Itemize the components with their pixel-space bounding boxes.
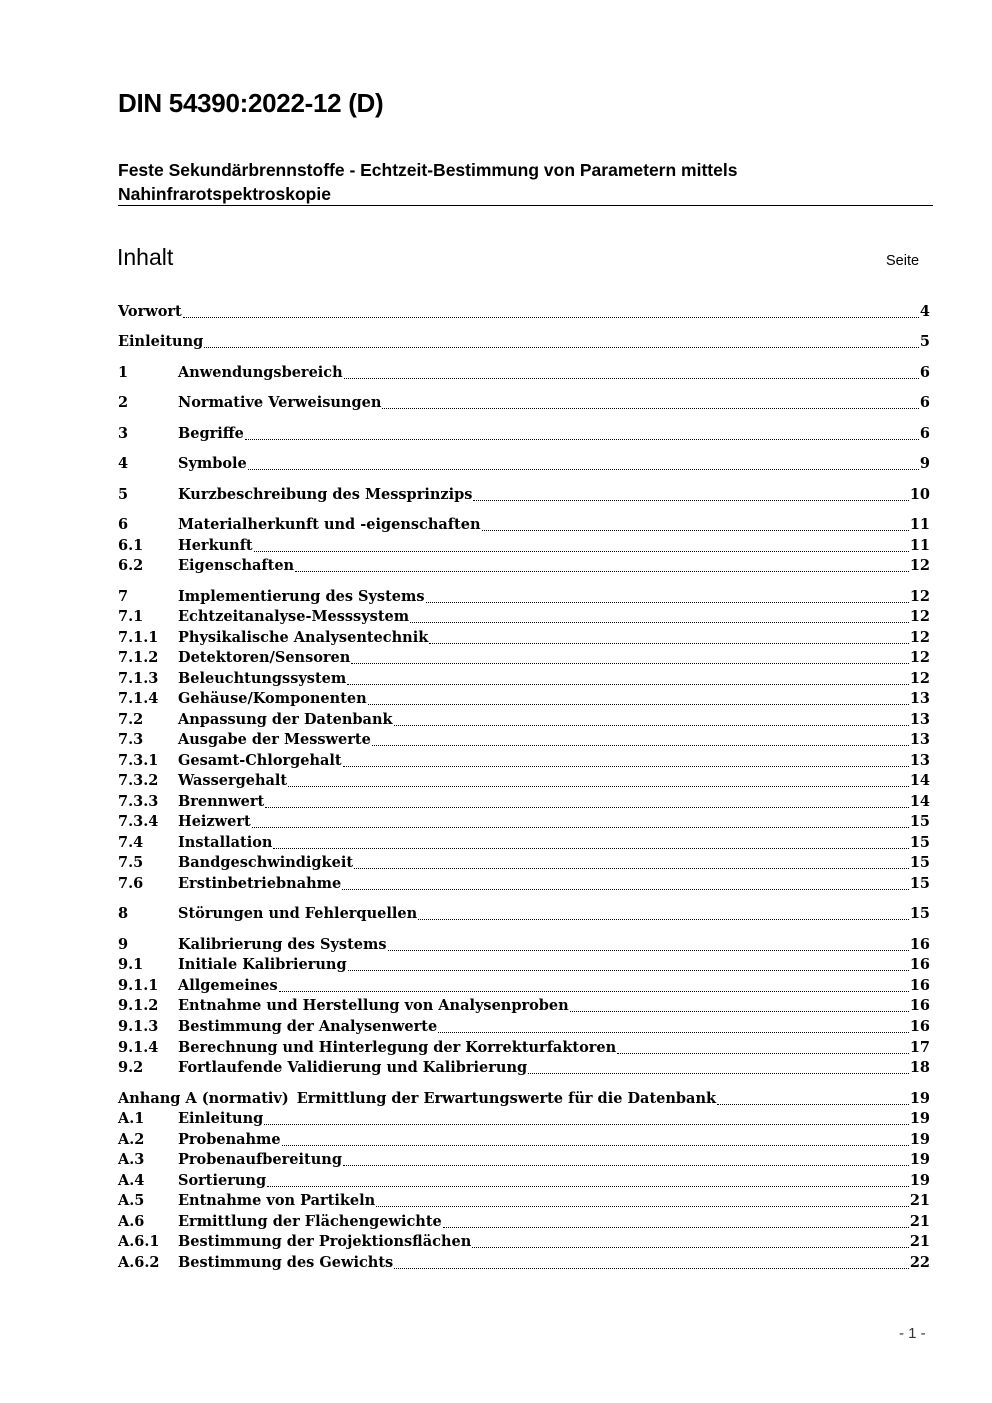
toc-dot-leader [343, 1161, 909, 1166]
toc-entry-page: 15 [909, 834, 930, 851]
toc-entry-title: Kalibrierung des Systems [178, 936, 387, 953]
toc-entry-number: 7 [118, 588, 129, 605]
toc-entry-page: 15 [909, 875, 930, 892]
toc-entry-title: Herkunft [178, 537, 253, 554]
toc-entry[interactable] [118, 875, 930, 895]
toc-entry[interactable] [118, 1059, 930, 1079]
toc-dot-leader [265, 803, 909, 808]
toc-dot-leader [418, 915, 909, 920]
toc-entry-title: Symbole [178, 455, 247, 472]
toc-entry[interactable] [118, 425, 930, 445]
toc-dot-leader [376, 1202, 909, 1207]
toc-entry[interactable] [118, 333, 930, 353]
toc-dot-leader [368, 700, 909, 705]
toc-dot-leader [426, 598, 909, 603]
toc-entry-page: 13 [909, 711, 930, 728]
toc-entry-title: Initiale Kalibrierung [178, 956, 347, 973]
toc-entry[interactable] [118, 649, 930, 669]
toc-entry[interactable] [118, 690, 930, 710]
toc-entry-page: 16 [909, 956, 930, 973]
document-title-line-2: Nahinfrarotspektroskopie [118, 184, 331, 204]
toc-entry-number: 8 [118, 905, 129, 922]
toc-entry-number: A.2 [118, 1131, 145, 1148]
toc-entry-title: Erstinbetriebnahme [178, 875, 342, 892]
toc-entry-number: 7.4 [118, 834, 144, 851]
toc-entry[interactable] [118, 364, 930, 384]
toc-entry-number: 7.6 [118, 875, 144, 892]
toc-dot-leader [348, 966, 909, 971]
toc-entry-title: Materialherkunft und -eigenschaften [178, 516, 481, 533]
toc-entry-page: 12 [909, 629, 930, 646]
toc-entry-number: 6.1 [118, 537, 144, 554]
toc-entry-page: 15 [909, 813, 930, 830]
toc-entry[interactable] [118, 455, 930, 475]
toc-entry[interactable] [118, 752, 930, 772]
toc-entry-title: Brennwert [178, 793, 265, 810]
toc-entry-title: Bestimmung des Gewichts [178, 1254, 394, 1271]
page-number: - 1 - [899, 1325, 926, 1342]
toc-entry-page: 19 [909, 1090, 930, 1107]
toc-entry-page: 19 [909, 1110, 930, 1127]
toc-entry[interactable] [118, 977, 930, 997]
toc-entry-number: 7.1.3 [118, 670, 159, 687]
toc-entry[interactable] [118, 670, 930, 690]
toc-entry-page: 12 [909, 670, 930, 687]
toc-dot-leader [342, 885, 909, 890]
toc-page-column-label: Seite [886, 253, 920, 269]
toc-dot-leader [410, 618, 909, 623]
toc-entry-number: 9 [118, 936, 129, 953]
toc-entry-page: 13 [909, 690, 930, 707]
toc-dot-leader [473, 496, 908, 501]
toc-entry[interactable] [118, 303, 930, 323]
toc-entry-title: Begriffe [178, 425, 244, 442]
toc-entry-page: 12 [909, 557, 930, 574]
toc-entry-page: 13 [909, 731, 930, 748]
toc-entry-number: A.4 [118, 1172, 145, 1189]
toc-dot-leader [254, 547, 909, 552]
toc-entry-number: 6 [118, 516, 129, 533]
toc-entry-title: Beleuchtungssystem [178, 670, 347, 687]
toc-entry-page: 11 [909, 516, 930, 533]
toc-entry-number: 7.3 [118, 731, 144, 748]
toc-entry-page: 14 [909, 772, 930, 789]
toc-entry-number: 9.2 [118, 1059, 144, 1076]
toc-entry-page: 12 [909, 649, 930, 666]
toc-entry-number: Einleitung [118, 333, 204, 350]
toc-entry[interactable] [118, 1233, 930, 1253]
toc-entry[interactable] [118, 1039, 930, 1059]
toc-entry-number: 7.1.2 [118, 649, 159, 666]
toc-entry[interactable] [118, 486, 930, 506]
toc-entry-page: 11 [909, 537, 930, 554]
toc-entry[interactable] [118, 772, 930, 792]
toc-entry-page: 18 [909, 1059, 930, 1076]
toc-dot-leader [443, 1223, 909, 1228]
toc-entry-title: Sortierung [178, 1172, 267, 1189]
document-id: DIN 54390:2022-12 (D) [118, 88, 384, 118]
toc-entry-number: A.6.1 [118, 1233, 160, 1250]
toc-dot-leader [472, 1243, 909, 1248]
toc-dot-leader [717, 1100, 909, 1105]
toc-entry-page: 21 [909, 1233, 930, 1250]
toc-entry-number: 7.3.3 [118, 793, 159, 810]
toc-entry-number: 9.1.4 [118, 1039, 159, 1056]
toc-dot-leader [617, 1049, 909, 1054]
toc-entry-page: 16 [909, 997, 930, 1014]
toc-entry[interactable] [118, 854, 930, 874]
toc-entry-number: 7.1.4 [118, 690, 159, 707]
toc-entry-number: 9.1 [118, 956, 144, 973]
toc-entry-title: Gehäuse/Komponenten [178, 690, 367, 707]
toc-entry-title: Eigenschaften [178, 557, 295, 574]
toc-dot-leader [372, 741, 909, 746]
toc-entry-title: Heizwert [178, 813, 251, 830]
toc-entry-number: 7.3.4 [118, 813, 159, 830]
toc-dot-leader [394, 721, 909, 726]
toc-entry-title: Wassergehalt [178, 772, 288, 789]
toc-entry[interactable] [118, 813, 930, 833]
toc-entry[interactable] [118, 588, 930, 608]
toc-entry-page: 19 [909, 1131, 930, 1148]
toc-entry-page: 16 [909, 1018, 930, 1035]
toc-entry[interactable] [118, 936, 930, 956]
toc-entry-number: 7.5 [118, 854, 144, 871]
toc-entry-title: Echtzeitanalyse-Messsystem [178, 608, 410, 625]
toc-entry[interactable] [118, 731, 930, 751]
toc-dot-leader [267, 1182, 909, 1187]
toc-entry-page: 9 [919, 455, 930, 472]
toc-entry-number: 5 [118, 486, 129, 503]
toc-dot-leader [347, 680, 909, 685]
toc-dot-leader [528, 1069, 909, 1074]
toc-entry-title: Gesamt-Chlorgehalt [178, 752, 342, 769]
toc-entry[interactable] [118, 557, 930, 577]
toc-dot-leader [252, 823, 909, 828]
toc-entry-number: 1 [118, 364, 129, 381]
toc-entry[interactable] [118, 1172, 930, 1192]
toc-entry-title: Ermittlung der Flächengewichte [178, 1213, 442, 1230]
toc-dot-leader [282, 1141, 909, 1146]
toc-entry-number: 9.1.1 [118, 977, 159, 994]
toc-dot-leader [204, 343, 919, 348]
toc-heading: Inhalt [117, 244, 174, 270]
toc-entry-number: A.1 [118, 1110, 145, 1127]
toc-entry-page: 16 [909, 977, 930, 994]
toc-entry[interactable] [118, 711, 930, 731]
toc-entry-title: Physikalische Analysentechnik [178, 629, 429, 646]
toc-entry[interactable] [118, 1213, 930, 1233]
toc-entry-title: Normative Verweisungen [178, 394, 382, 411]
toc-entry[interactable] [118, 905, 930, 925]
toc-entry-page: 12 [909, 588, 930, 605]
toc-entry-number: A.5 [118, 1192, 145, 1209]
toc-entry-page: 6 [919, 394, 930, 411]
toc-entry[interactable] [118, 1254, 930, 1274]
toc-dot-leader [394, 1264, 909, 1269]
toc-entry-title: Fortlaufende Validierung und Kalibrierung [178, 1059, 528, 1076]
toc-entry-number: A.6 [118, 1213, 145, 1230]
toc-entry-title: Entnahme von Partikeln [178, 1192, 376, 1209]
toc-entry[interactable] [118, 793, 930, 813]
toc-entry-title: Störungen und Fehlerquellen [178, 905, 418, 922]
toc-entry-title: Probenahme [178, 1131, 281, 1148]
toc-entry-title: Anwendungsbereich [178, 364, 343, 381]
toc-entry-page: 10 [909, 486, 930, 503]
toc-entry-number: 7.1 [118, 608, 144, 625]
toc-entry-title: Bestimmung der Analysenwerte [178, 1018, 438, 1035]
toc-entry-page: 4 [919, 303, 930, 320]
toc-entry-page: 14 [909, 793, 930, 810]
toc-entry-title: Kurzbeschreibung des Messprinzips [178, 486, 473, 503]
toc-entry-number: 3 [118, 425, 129, 442]
toc-entry-page: 22 [909, 1254, 930, 1271]
toc-entry-title: Anpassung der Datenbank [178, 711, 393, 728]
toc-dot-leader [429, 639, 909, 644]
toc-entry-title: Implementierung des Systems [178, 588, 425, 605]
toc-entry-title: Ermittlung der Erwartungswerte für die Datenbank [296, 1090, 717, 1107]
toc-entry[interactable] [118, 834, 930, 854]
toc-dot-leader [273, 844, 908, 849]
toc-entry-number: 6.2 [118, 557, 144, 574]
toc-entry-title: Bestimmung der Projektionsflächen [178, 1233, 472, 1250]
toc-entry[interactable] [118, 1131, 930, 1151]
toc-entry-title: Entnahme und Herstellung von Analysenproben [178, 997, 569, 1014]
document-title-line-1: Feste Sekundärbrennstoffe - Echtzeit-Bestimmung von Parametern mittels [118, 160, 738, 180]
toc-entry-title: Ausgabe der Messwerte [178, 731, 371, 748]
toc-entry-page: 12 [909, 608, 930, 625]
toc-dot-leader [570, 1007, 909, 1012]
toc-dot-leader [245, 435, 919, 440]
toc-entry[interactable] [118, 1192, 930, 1212]
toc-entry[interactable] [118, 1151, 930, 1171]
toc-entry[interactable] [118, 629, 930, 649]
toc-entry-title: Allgemeines [178, 977, 278, 994]
toc-dot-leader [248, 465, 919, 470]
toc-dot-leader [438, 1028, 909, 1033]
toc-entry-title: Installation [178, 834, 273, 851]
toc-entry-number: 9.1.3 [118, 1018, 159, 1035]
toc-entry[interactable] [118, 1110, 930, 1130]
toc-entry[interactable] [118, 956, 930, 976]
toc-dot-leader [288, 782, 909, 787]
toc-entry-number: A.6.2 [118, 1254, 160, 1271]
toc-entry-title: Bandgeschwindigkeit [178, 854, 354, 871]
toc-entry-number: A.3 [118, 1151, 145, 1168]
toc-entry-page: 21 [909, 1213, 930, 1230]
toc-dot-leader [382, 404, 919, 409]
toc-dot-leader [279, 987, 909, 992]
toc-entry-number: 7.3.1 [118, 752, 159, 769]
toc-entry[interactable] [118, 997, 930, 1017]
toc-dot-leader [388, 946, 909, 951]
toc-entry-page: 13 [909, 752, 930, 769]
toc-entry-page: 17 [909, 1039, 930, 1056]
toc-entry[interactable] [118, 1018, 930, 1038]
toc-entry-number: Anhang A (normativ) [118, 1090, 289, 1107]
toc-entry-page: 16 [909, 936, 930, 953]
toc-entry[interactable] [118, 516, 930, 536]
toc-entry-number: 7.3.2 [118, 772, 159, 789]
toc-entry-page: 19 [909, 1151, 930, 1168]
toc-dot-leader [482, 526, 909, 531]
toc-entry-page: 6 [919, 425, 930, 442]
toc-entry[interactable] [118, 1090, 930, 1110]
toc-entry-page: 15 [909, 854, 930, 871]
document-title [118, 158, 933, 206]
toc-dot-leader [354, 864, 909, 869]
toc-entry-title: Einleitung [178, 1110, 264, 1127]
toc-entry-number: 9.1.2 [118, 997, 159, 1014]
toc-dot-leader [183, 313, 919, 318]
toc-entry[interactable] [118, 537, 930, 557]
toc-entry-title: Berechnung und Hinterlegung der Korrekturfaktoren [178, 1039, 617, 1056]
toc-dot-leader [351, 659, 908, 664]
toc-dot-leader [264, 1120, 909, 1125]
toc-dot-leader [343, 762, 909, 767]
toc-entry[interactable] [118, 394, 930, 414]
toc-entry-page: 15 [909, 905, 930, 922]
toc-entry-page: 6 [919, 364, 930, 381]
toc-entry-title: Probenaufbereitung [178, 1151, 342, 1168]
toc-dot-leader [295, 567, 909, 572]
toc-entry-number: 7.2 [118, 711, 144, 728]
toc-entry-page: 21 [909, 1192, 930, 1209]
toc-entry-page: 19 [909, 1172, 930, 1189]
toc-dot-leader [344, 374, 919, 379]
toc-entry-number: 4 [118, 455, 129, 472]
toc-entry-number: 2 [118, 394, 129, 411]
toc-entry-title: Detektoren/Sensoren [178, 649, 351, 666]
toc-entry-number: 7.1.1 [118, 629, 159, 646]
toc-entry[interactable] [118, 608, 930, 628]
toc-entry-page: 5 [919, 333, 930, 350]
toc-entry-number: Vorwort [118, 303, 182, 320]
